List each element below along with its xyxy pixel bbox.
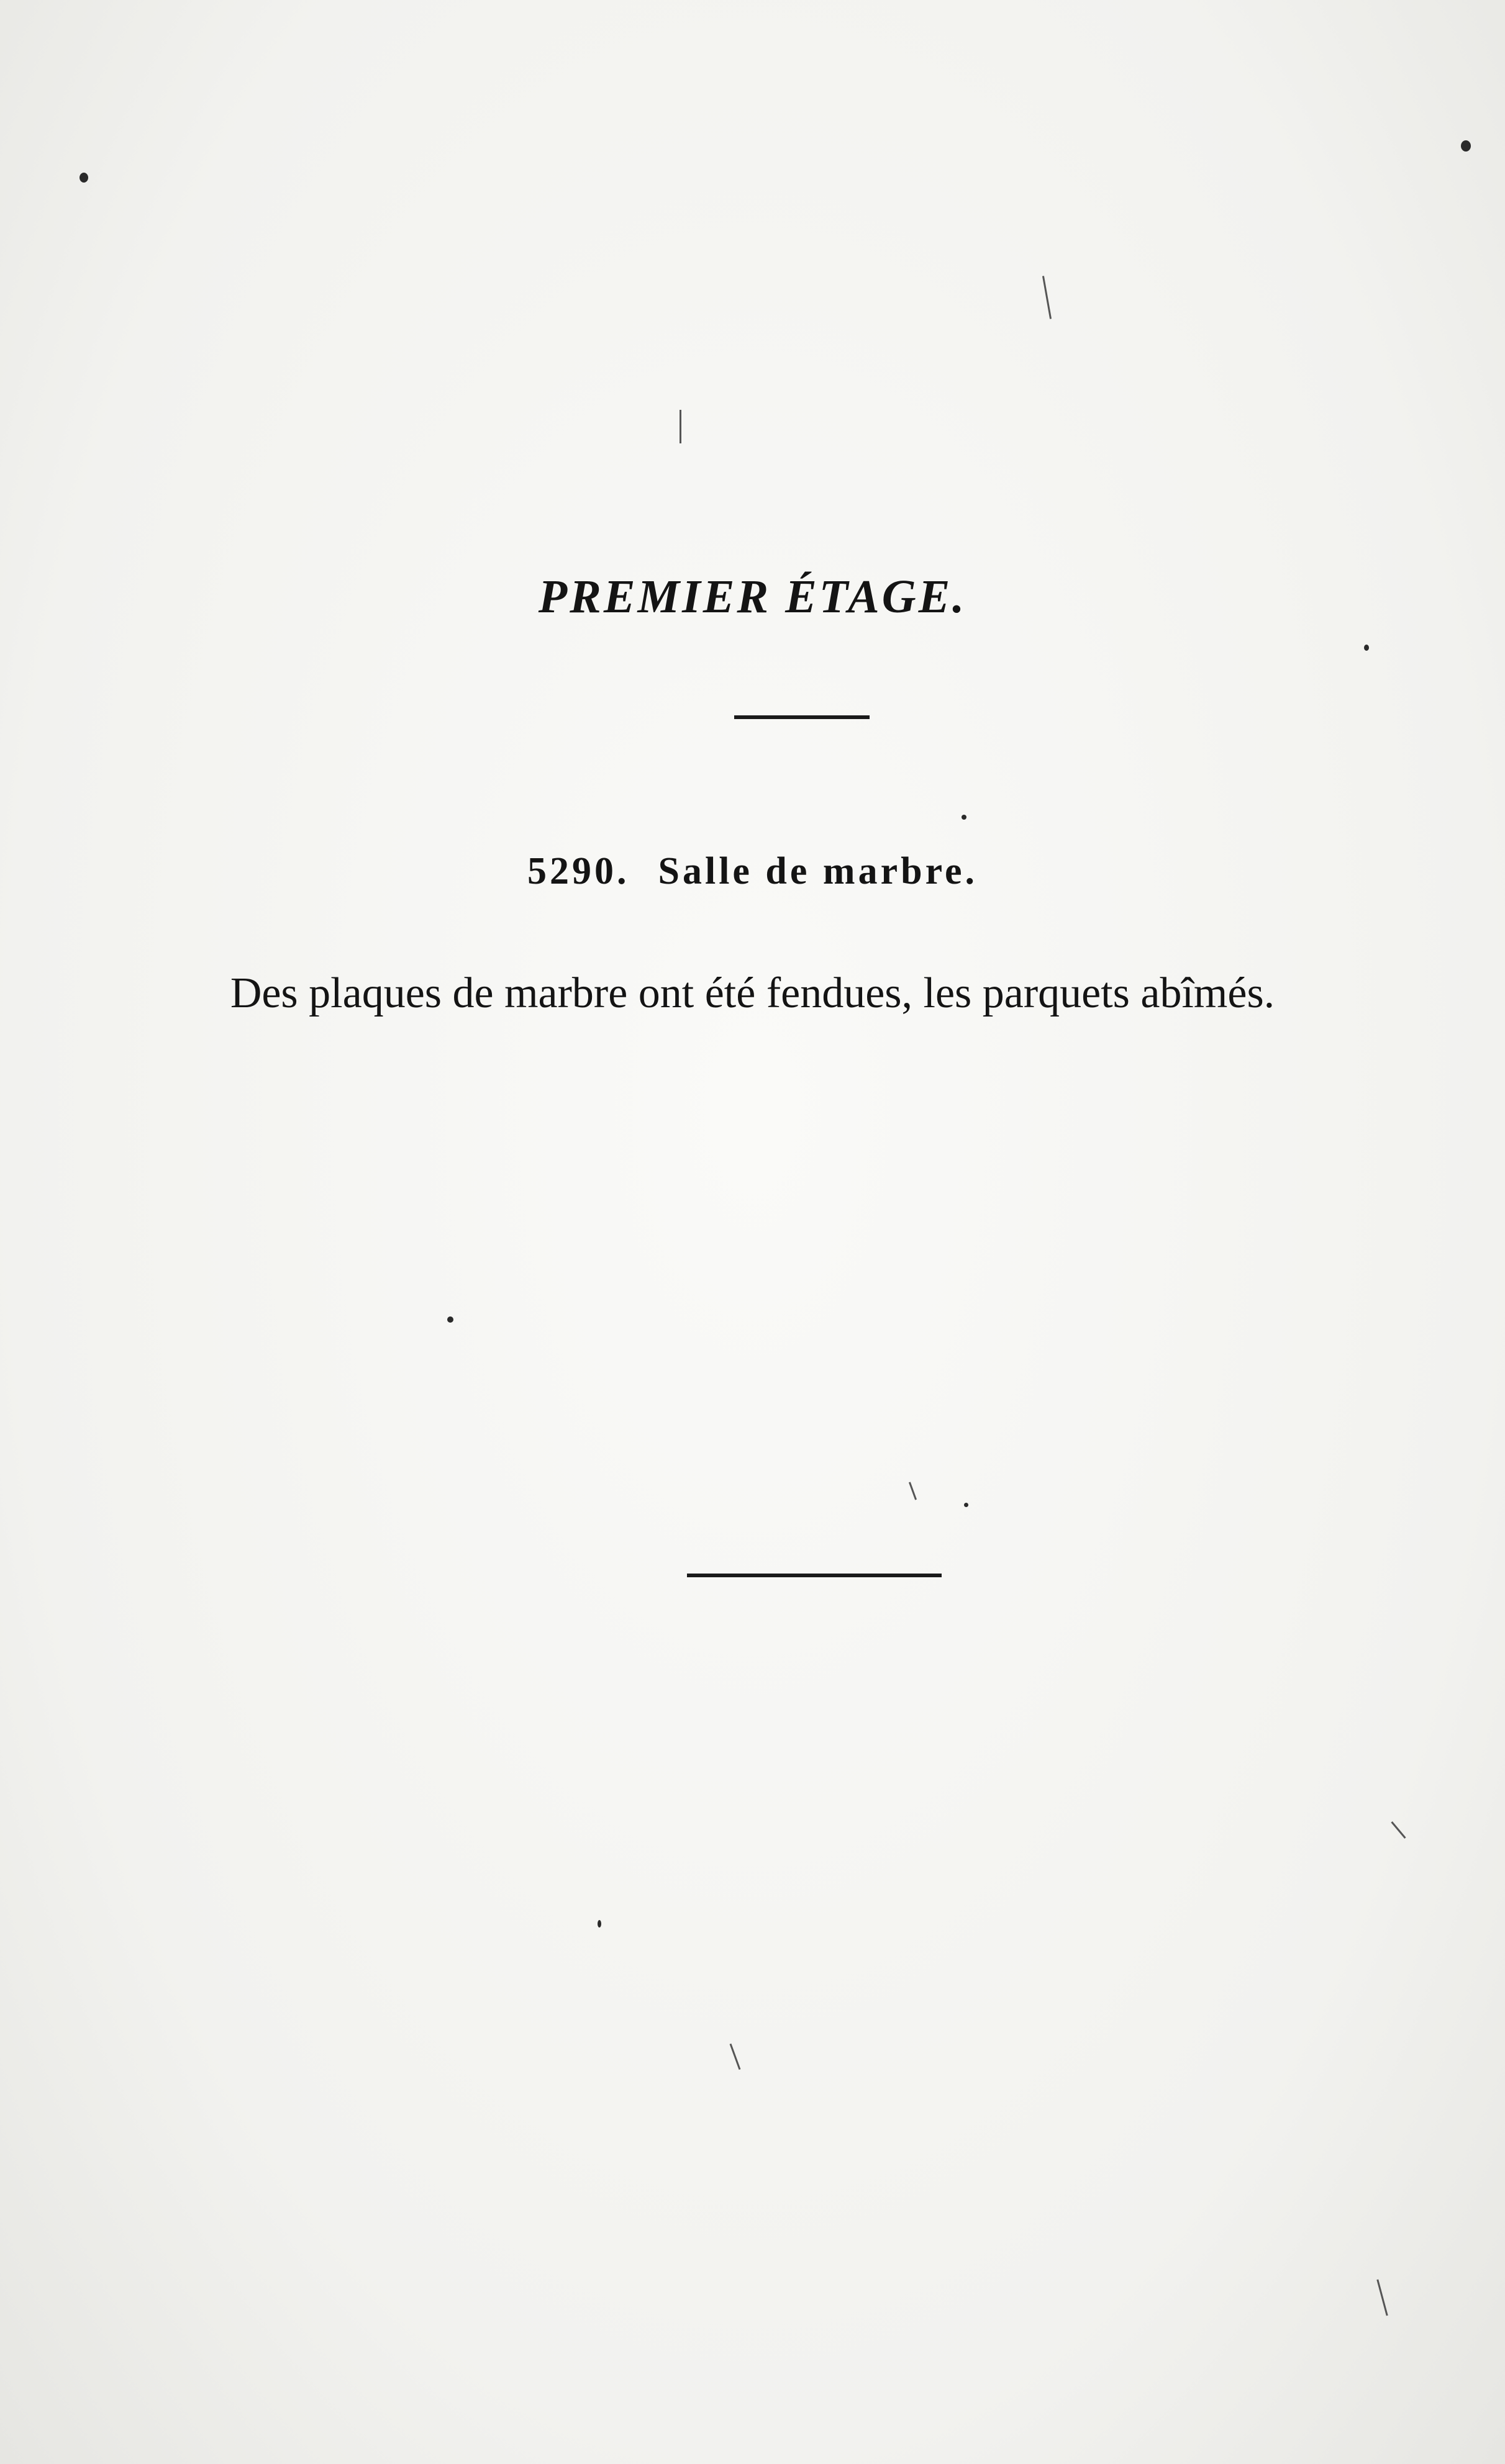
paper-speck [598, 1920, 601, 1927]
paper-fiber [1376, 2280, 1388, 2316]
paper-speck [80, 173, 88, 183]
paper-fiber [680, 410, 681, 443]
entry-title: Salle de marbre. [658, 850, 978, 892]
paper-speck [962, 815, 966, 820]
entry-number: 5290. [527, 850, 630, 892]
paper-fiber [730, 2044, 741, 2070]
paper-fiber [1391, 1821, 1406, 1839]
paper-speck [964, 1503, 968, 1507]
paper-fiber [909, 1482, 917, 1500]
section-title: PREMIER ÉTAGE. [538, 571, 967, 623]
paper-speck [1461, 140, 1471, 152]
paper-fiber [1042, 276, 1052, 319]
entry-body-text: Des plaques de marbre ont été fendues, les parquets abîmés. [230, 969, 1275, 1017]
paper-speck [447, 1316, 453, 1323]
paper-speck [1364, 645, 1369, 651]
title-divider [734, 715, 870, 719]
end-divider [687, 1574, 942, 1577]
entry-heading [0, 849, 1505, 894]
